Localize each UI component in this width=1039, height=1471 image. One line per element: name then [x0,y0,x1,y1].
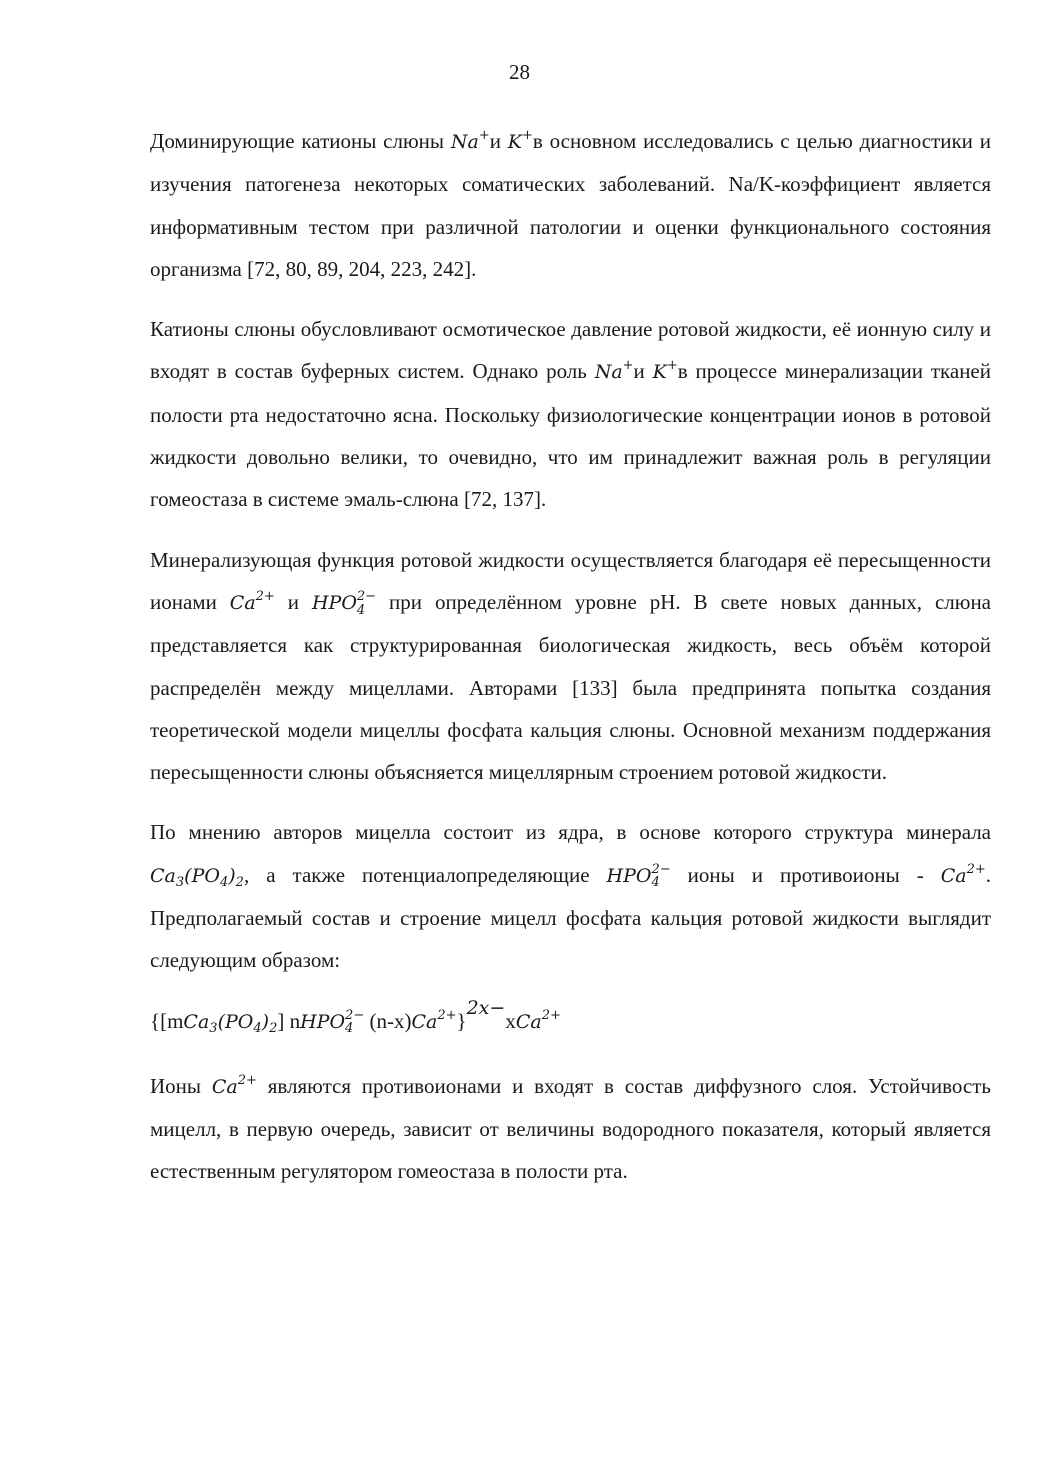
text: Ионы [150,1073,212,1098]
micelle-formula: {$[mCa_3(PO_4)_2]$ nHPO 2− 4 $(n-x)Ca^{2+}\}^{2x-}xCa^{2+}$ [150,997,561,1037]
page-number: 28 [509,60,530,84]
text: являются противоионами и входят в состав диффузного слоя. Устойчивость мицелл, в первую очередь, зависит от величины водородного показателя, который является естественным регулятором гомеостаза в полости рта. [150,1073,991,1184]
math-hpo4-ion: HPO 2− 4 [311,588,377,618]
paragraph-4 [150,811,991,981]
text: Минерализующая функция ротовой жидкости осуществляется благодаря её пересыщенности ионами [150,547,991,614]
text: , а также потенциалопределяющие [243,862,607,887]
document-body [150,120,991,1211]
text: и [489,129,508,153]
math-k-ion: K+ [652,358,678,384]
text: в основном исследовались с целью диагностики и изучения патогенеза некоторых соматических заболеваний. Na/K-коэффициент является информативным тестом при различной патологии и оценки функционального состояния организма [72, 80, 89, 204, 223, 242]. [150,129,991,281]
paragraph-3 [150,539,991,794]
math-na-ion: Na+ [594,358,634,384]
text: ионы и противоионы - [670,862,941,887]
text: в процессе минерализации тканей полости рта недостаточно ясна. Поскольку физиологические концентрации ионов в ротовой жидкости довольно велики, то очевидно, что им принадлежит важная роль в регуляции гомеостаза в системе эмаль-слюна [72, 137]. [150,359,991,512]
math-ca-ion: $Ca^{2+}$ [229,588,275,614]
math-na-ion: Na+ [450,127,490,153]
math-ca-ion: $Ca^{2+}$ [940,861,986,887]
text: при определённом уровне pH. В свете новых данных, слюна представляется как структурированная биологическая жидкость, весь объём которой распределён между мицеллами. Авторами [133] была предпринята попытка создания теоретической модели мицеллы фосфата кальция слюны. Основной механизм поддержания пересыщенности слюны объясняется мицеллярным строением ротовой жидкости. [150,589,991,785]
paragraph-2 [150,308,991,520]
math-calcium-phosphate: $Ca_3(PO_4)_2$ [150,864,244,891]
text: Доминирующие катионы слюны [150,129,451,153]
text: . Предполагаемый состав и строение мицелл фосфата кальция ротовой жидкости выглядит следующим образом: [150,862,991,973]
math-k-ion: K+ [507,127,533,153]
math-hpo4-ion: HPO 2− 4 [606,861,671,891]
text: По мнению авторов мицелла состоит из ядра, в основе которого структура минерала [150,820,991,845]
paragraph-1 [150,120,991,290]
math-ca-ion: $Ca^{2+}$ [211,1072,257,1098]
text: Катионы слюны обусловливают осмотическое давление ротовой жидкости, её ионную силу и входят в состав буферных систем. Однако роль [150,317,991,384]
text: и [274,589,312,614]
paragraph-5 [150,1065,991,1193]
text: и [633,359,653,384]
